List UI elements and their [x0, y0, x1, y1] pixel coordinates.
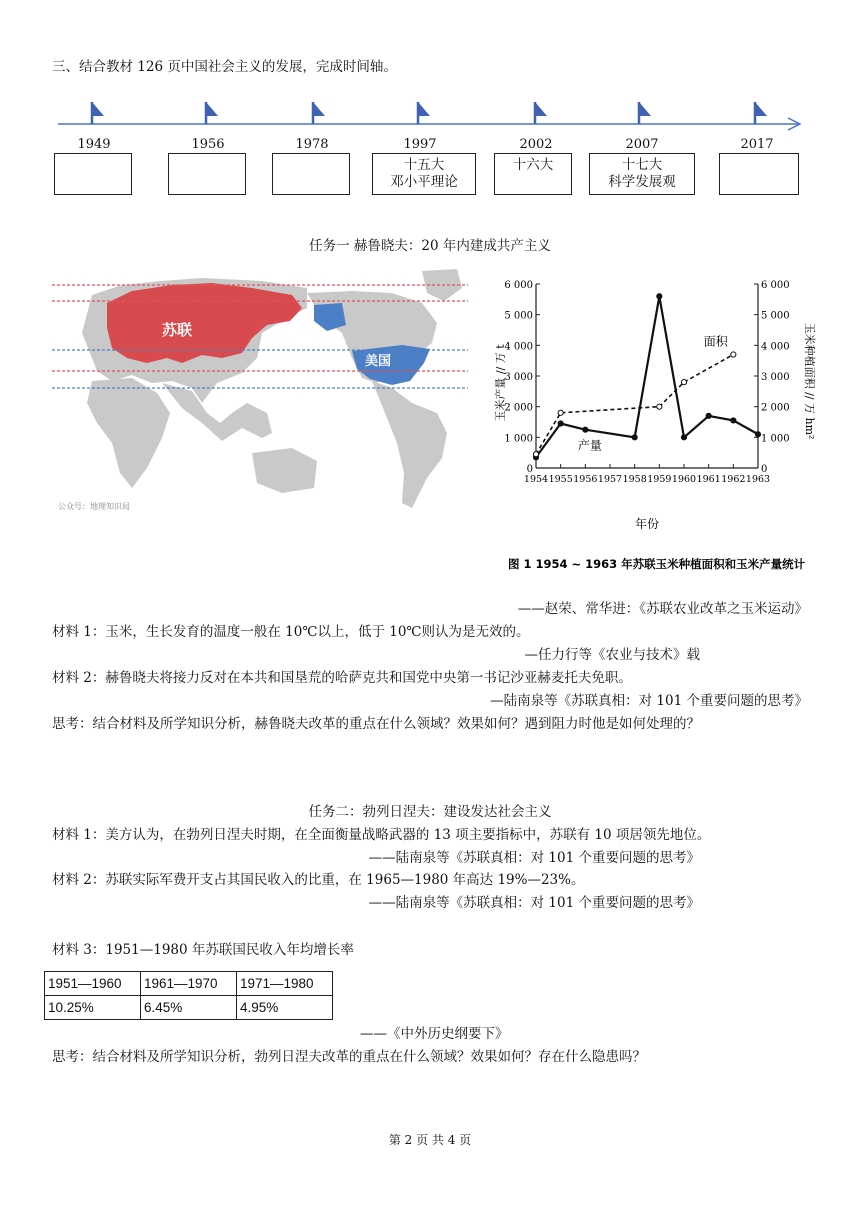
page-footer: 第 2 页 共 4 页 — [388, 1133, 472, 1147]
timeline-box-line1: 十六大 — [512, 157, 554, 173]
chart-xtick-label: 1962 — [721, 474, 746, 485]
timeline-answer-box[interactable] — [494, 153, 572, 195]
chart-point — [657, 404, 662, 409]
timeline-flag-icon — [418, 102, 430, 116]
chart-point — [681, 435, 686, 440]
timeline-year: 1978 — [295, 137, 329, 152]
chart-point — [681, 380, 686, 385]
timeline-flag-icon — [639, 102, 651, 116]
table-row — [45, 972, 333, 996]
timeline-answer-box[interactable] — [54, 153, 132, 195]
chart-point — [755, 432, 760, 437]
chart-ytick-label: 5 000 — [761, 310, 790, 322]
chart-xtick-label: 1954 — [523, 474, 549, 485]
chart-xlabel: 年份 — [634, 517, 660, 531]
chart-xtick-label: 1963 — [745, 474, 771, 485]
task1-material1-source: —任力行等《农业与技术》载 — [524, 647, 700, 663]
growth-table — [44, 971, 333, 1020]
timeline-flag-icon — [755, 102, 767, 116]
chart-ytick-label: 1 000 — [504, 433, 533, 445]
chart-ytick-label: 6 000 — [504, 280, 533, 291]
chart-ylabel-right: 玉米种植面积 // 万 hm² — [803, 322, 816, 440]
chart-point — [706, 413, 711, 418]
chart-xtick-label: 1955 — [548, 474, 573, 485]
section3-title: 三、结合教材 126 页中国社会主义的发展，完成时间轴。 — [52, 59, 397, 75]
chart-ytick-label: 0 — [526, 464, 533, 475]
chart-point — [731, 418, 736, 423]
table-header-cell: 1961—1970 — [141, 972, 237, 996]
chart-xtick-label: 1958 — [622, 474, 647, 485]
timeline-year: 2007 — [625, 137, 659, 152]
chart-point — [533, 452, 538, 457]
table-cell: 4.95% — [237, 996, 333, 1020]
table-row — [45, 996, 333, 1020]
map-watermark: 公众号：地理知识局 — [58, 502, 130, 511]
corn-chart — [488, 268, 818, 580]
chart-xtick-label: 1960 — [671, 474, 697, 485]
chart-ytick-label: 2 000 — [761, 402, 790, 414]
task2-question: 思考：结合材料及所学知识分析，勃列日涅夫改革的重点在什么领域？效果如何？存在什么隐患吗？ — [52, 1049, 646, 1065]
chart-caption: 图 1 1954 ~ 1963 年苏联玉米种植面积和玉米产量统计 — [508, 557, 806, 571]
chart-xtick-label: 1961 — [696, 474, 721, 485]
task1-title: 任务一 赫鲁晓夫：20 年内建成共产主义 — [309, 238, 551, 254]
task2-table-source: ——《中外历史纲要下》 — [360, 1026, 509, 1042]
timeline-year: 1956 — [191, 137, 225, 152]
map-label-usa: 美国 — [365, 354, 392, 369]
timeline-box-line1: 十七大 — [621, 157, 663, 173]
task1-question: 思考：结合材料及所学知识分析，赫鲁晓夫改革的重点在什么领域？效果如何？遇到阻力时他是如何处理的？ — [52, 716, 700, 732]
table-header-cell: 1951—1960 — [45, 972, 141, 996]
task2-title: 任务二：勃列日涅夫：建设发达社会主义 — [308, 804, 552, 820]
chart-point — [583, 427, 588, 432]
table-cell: 10.25% — [45, 996, 141, 1020]
timeline-answer-box[interactable] — [372, 153, 476, 195]
timeline-year: 2017 — [740, 137, 774, 152]
task1-material2-source: —陆南泉等《苏联真相：对 101 个重要问题的思考》 — [490, 693, 808, 709]
map-label-ussr: 苏联 — [162, 321, 193, 339]
chart-ytick-label: 6 000 — [761, 280, 790, 291]
chart-xtick-label: 1957 — [597, 474, 623, 485]
chart-point — [731, 352, 736, 357]
timeline-answer-box[interactable] — [272, 153, 350, 195]
timeline-flag-icon — [535, 102, 547, 116]
chart-ytick-label: 0 — [761, 464, 768, 475]
table-header-cell: 1971—1980 — [237, 972, 333, 996]
timeline-year: 1997 — [403, 137, 437, 152]
chart-ytick-label: 3 000 — [761, 372, 790, 383]
timeline-flag-icon — [206, 102, 218, 116]
chart-point — [657, 294, 662, 299]
timeline-box-line2: 科学发展观 — [608, 174, 676, 190]
chart-ytick-label: 3 000 — [504, 372, 533, 383]
timeline-flag-icon — [313, 102, 325, 116]
chart-point — [558, 410, 563, 415]
chart-point — [632, 435, 637, 440]
chart-xtick-label: 1959 — [647, 474, 672, 485]
timeline-answer-box[interactable] — [589, 153, 695, 195]
chart-ytick-label: 4 000 — [761, 341, 790, 353]
task2-material3: 材料 3：1951—1980 年苏联国民收入年均增长率 — [52, 942, 354, 958]
task2-material2-source: ——陆南泉等《苏联真相：对 101 个重要问题的思考》 — [368, 895, 700, 911]
timeline-flag-icon — [92, 102, 104, 116]
chart-series-label: 面积 — [703, 334, 728, 349]
task2-material2: 材料 2：苏联实际军费开支占其国民收入的比重，在 1965—1980 年高达 19%—23%。 — [52, 872, 585, 888]
world-map — [52, 263, 468, 515]
chart-series-output — [536, 296, 758, 457]
chart-ytick-label: 1 000 — [761, 433, 790, 445]
task2-material1-source: ——陆南泉等《苏联真相：对 101 个重要问题的思考》 — [368, 850, 700, 866]
timeline-answer-box[interactable] — [168, 153, 246, 195]
chart-ylabel-left: 玉米产量 // 万 t — [494, 344, 507, 422]
table-cell: 6.45% — [141, 996, 237, 1020]
timeline-answer-box[interactable] — [719, 153, 799, 195]
chart-ytick-label: 5 000 — [504, 310, 533, 322]
timeline-year: 2002 — [519, 137, 553, 152]
chart-point — [558, 421, 563, 426]
chart-ytick-label: 4 000 — [504, 341, 533, 353]
timeline-year: 1949 — [77, 137, 111, 152]
chart-ytick-label: 2 000 — [504, 402, 533, 414]
timeline-box-line2: 邓小平理论 — [390, 174, 458, 190]
task1-source0: ——赵荣、常华进：《苏联农业改革之玉米运动》 — [517, 601, 808, 617]
chart-xtick-label: 1956 — [573, 474, 598, 485]
chart-series-label: 产量 — [577, 438, 602, 453]
task2-material1: 材料 1：美方认为，在勃列日涅夫时期，在全面衡量战略武器的 13 项主要指标中，苏联有 10 项居领先地位。 — [52, 827, 711, 843]
task1-material1: 材料 1：玉米，生长发育的温度一般在 10℃以上，低于 10℃则认为是无效的。 — [52, 624, 530, 640]
timeline-box-line1: 十五大 — [403, 157, 445, 173]
task1-material2: 材料 2：赫鲁晓夫将接力反对在本共和国垦荒的哈萨克共和国党中央第一书记沙亚赫麦托夫免职。 — [52, 670, 632, 686]
